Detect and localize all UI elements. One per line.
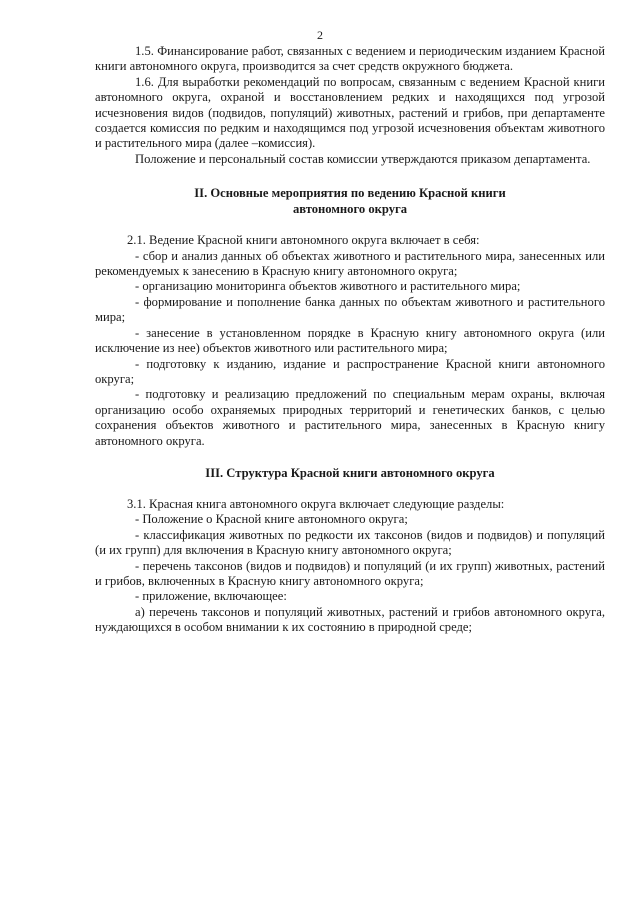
page-number: 2 <box>317 28 323 42</box>
section-2-heading-line-2: автономного округа <box>292 202 408 217</box>
spacer <box>95 481 605 497</box>
section-2-heading-line-1: II. Основные мероприятия по ведению Красной книги <box>194 186 506 201</box>
section-2-item: - подготовку к изданию, издание и распространение Красной книги автономного округа; <box>95 356 605 386</box>
section-2-intro: 2.1. Ведение Красной книги автономного округа включает в себя: <box>127 233 480 248</box>
spacer <box>95 167 605 185</box>
document-body <box>95 44 605 636</box>
section-2-item: - подготовку и реализацию предложений по специальным мерам охраны, включая организацию особо охраняемых природных территорий и генетических банков, с целью сохранения объектов животного и растительного мира, занесенных в Красную книгу автономного округа. <box>95 387 605 448</box>
section-2-item: - формирование и пополнение банка данных по объектам животного и растительного мира; <box>95 294 605 325</box>
section-3-intro: 3.1. Красная книга автономного округа включает следующие разделы: <box>127 496 505 511</box>
paragraph-1-5: 1.5. Финансирование работ, связанных с ведением и периодическим изданием Красной книги автономного округа, производится за счет средств окружного бюджета. <box>95 44 605 74</box>
section-3-item: - Положение о Красной книге автономного округа; <box>135 512 408 527</box>
section-3-heading: III. Структура Красной книги автономного округа <box>205 465 495 480</box>
section-3-item: а) перечень таксонов и популяций животных, растений и грибов автономного округа, нуждающихся в особом внимании к их состоянию в природной среде; <box>95 604 605 635</box>
section-2-item: - сбор и анализ данных об объектах животного и растительного мира, занесенных или рекомендуемых к занесению в Красную книгу автономного округа; <box>95 248 605 279</box>
section-3-item: - классификация животных по редкости их таксонов (видов и подвидов) и популяций (и их групп) для включения в Красную книгу автономного округа; <box>95 527 605 558</box>
spacer <box>95 217 605 233</box>
section-2-item: - организацию мониторинга объектов животного и растительного мира; <box>135 279 521 294</box>
section-2-item: - занесение в установленном порядке в Красную книгу автономного округа (или исключение из нее) объектов животного или растительного мира; <box>95 325 605 356</box>
paragraph-commission: Положение и персональный состав комиссии утверждаются приказом департамента. <box>135 151 591 166</box>
section-3-item: - перечень таксонов (видов и подвидов) и популяций (и их групп) животных, растений и грибов, включенных в Красную книгу автономного округа; <box>95 558 605 588</box>
paragraph-1-6: 1.6. Для выработки рекомендаций по вопросам, связанным с ведением Красной книги автономного округа, охраной и восстановлением редких и находящихся под угрозой исчезновения видов (подвидов, популяций) животных, растений и грибов, при департаменте создается комиссия по редким и находящимся под угрозой исчезновения объектам животного и растительного мира (далее –комиссия). <box>95 74 605 151</box>
section-3-item: - приложение, включающее: <box>135 589 287 604</box>
spacer <box>95 449 605 465</box>
